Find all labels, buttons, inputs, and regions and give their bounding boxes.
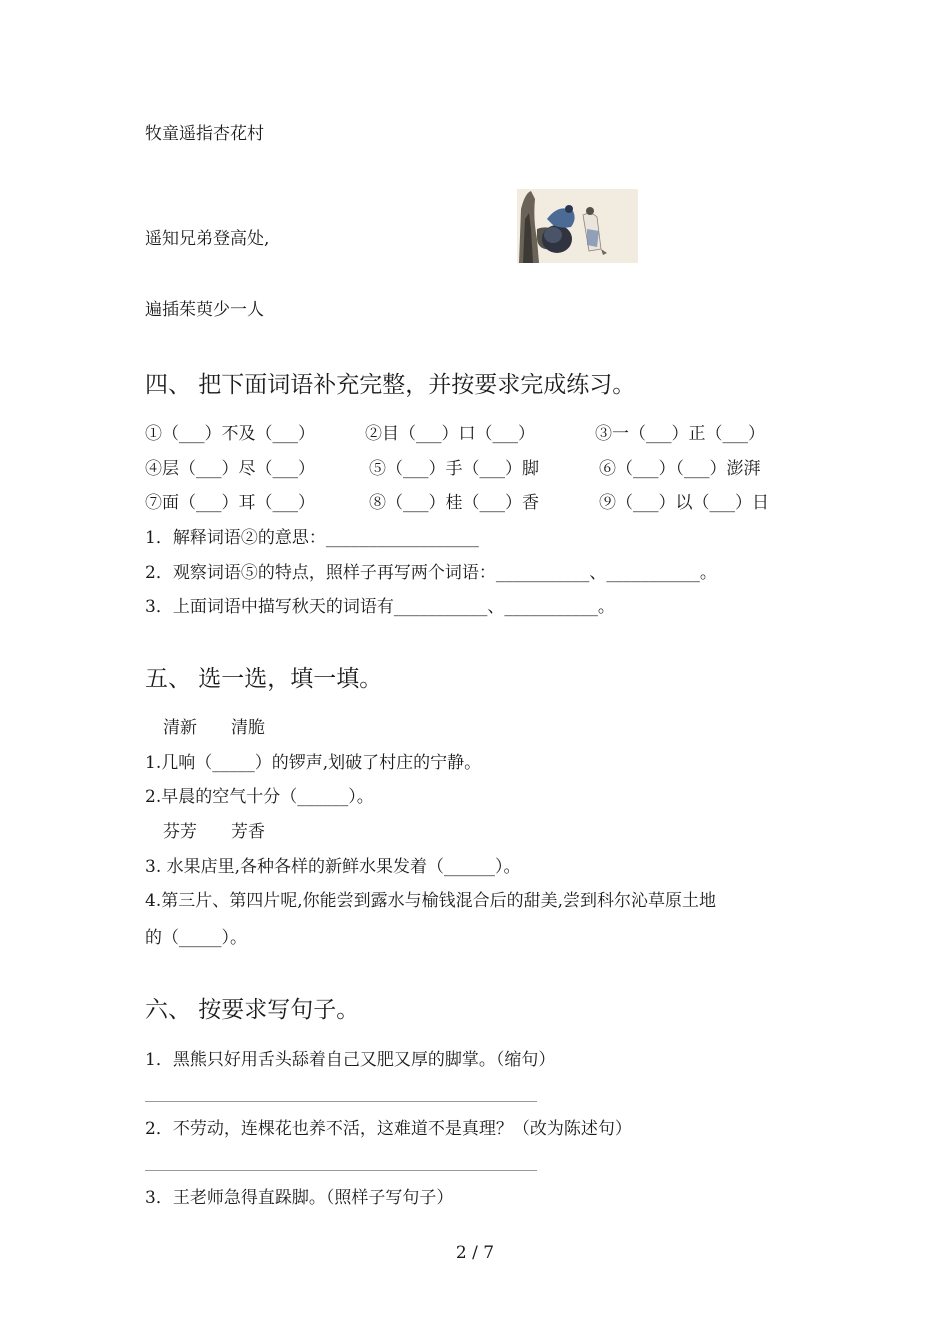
- section5-question-4-line-2: 的（_____）。: [145, 928, 247, 948]
- section4-heading: 四、 把下面词语补充完整，并按要求完成练习。: [145, 372, 636, 398]
- answer-line-1: [145, 1101, 537, 1102]
- ink-painting-image: [517, 189, 638, 263]
- section6-question-1: 1．黑熊只好用舌头舔着自己又肥又厚的脚掌。（缩句）: [145, 1050, 556, 1070]
- section5-question-1: 1.几响（_____）的锣声,划破了村庄的宁静。: [145, 753, 482, 773]
- section6-heading: 六、 按要求写句子。: [145, 997, 360, 1023]
- section4-question-2: 2．观察词语⑤的特点，照样子再写两个词语：___________、___________。: [145, 563, 717, 583]
- section6-question-3: 3．王老师急得直跺脚。（照样子写句子）: [145, 1188, 454, 1208]
- idiom-row-1-col-3: ③一（___）正（___）: [595, 424, 765, 444]
- idiom-row-2-col-1: ④层（___）尽（___）: [145, 459, 315, 479]
- poem-line-2: 遥知兄弟登高处,: [145, 229, 270, 249]
- idiom-row-3-col-3: ⑨（___）以（___）日: [599, 493, 769, 513]
- idiom-row-3-col-2: ⑧（___）桂（___）香: [369, 493, 539, 513]
- answer-line-2: [145, 1170, 537, 1171]
- section5-question-4-line-1: 4.第三片、第四片呢,你能尝到露水与榆钱混合后的甜美,尝到科尔沁草原土地: [145, 891, 717, 911]
- idiom-row-1-col-1: ①（___）不及（___）: [145, 424, 315, 444]
- section5-question-3: 3. 水果店里,各种各样的新鲜水果发着（______）。: [145, 857, 521, 877]
- section5-heading: 五、 选一选，填一填。: [145, 666, 383, 692]
- section4-question-3: 3．上面词语中描写秋天的词语有___________、___________。: [145, 597, 615, 617]
- page-number: 2 / 7: [455, 1243, 495, 1263]
- idiom-row-1-col-2: ②目（___）口（___）: [365, 424, 535, 444]
- idiom-row-2-col-2: ⑤（___）手（___）脚: [369, 459, 539, 479]
- poem-line-3: 遍插茱萸少一人: [145, 300, 264, 320]
- poem-line-1: 牧童遥指杏花村: [145, 124, 264, 144]
- word-choices-2: 芬芳 芳香: [163, 822, 265, 842]
- section6-question-2: 2．不劳动，连棵花也养不活，这难道不是真理？（改为陈述句）: [145, 1119, 632, 1139]
- idiom-row-3-col-1: ⑦面（___）耳（___）: [145, 493, 315, 513]
- word-choices-1: 清新 清脆: [163, 718, 265, 738]
- section4-question-1: 1．解释词语②的意思：__________________: [145, 528, 479, 548]
- section5-question-2: 2.早晨的空气十分（______）。: [145, 787, 374, 807]
- idiom-row-2-col-3: ⑥（___）（___）澎湃: [599, 459, 761, 479]
